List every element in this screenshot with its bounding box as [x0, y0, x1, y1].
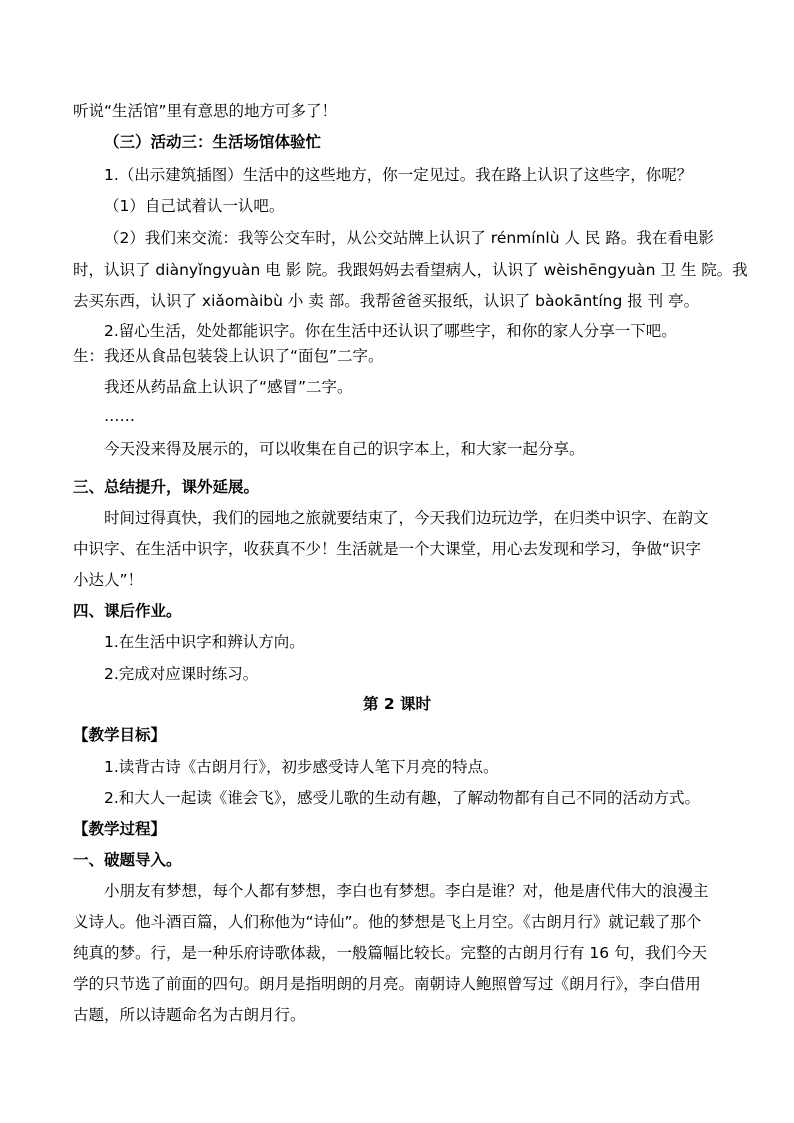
section-heading: （三）活动三：生活场馆体验忙: [104, 133, 322, 151]
paragraph-line: 中识字、在生活中识字，收获真不少！生活就是一个大课堂，用心去发现和学习，争做“识字: [73, 540, 702, 558]
paragraph-line: 2.完成对应课时练习。: [104, 665, 259, 683]
paragraph-line: 2.和大人一起读《谁会飞》，感受儿歌的生动有趣，了解动物都有自己不同的活动方式。: [104, 789, 701, 807]
section-heading: 【教学过程】: [73, 820, 167, 838]
paragraph-line: 时，认识了 diànyǐngyuàn 电 影 院。我跟妈妈去看望病人，认识了 wèishēngyuàn 卫 生 院。我: [73, 261, 748, 279]
paragraph-line: 学的只节选了前面的四句。朗月是指明朗的月亮。南朝诗人鲍照曾写过《朗月行》，李白借用: [73, 975, 701, 993]
paragraph-line: 小达人”！: [73, 571, 144, 589]
ellipsis-line: ……: [104, 407, 135, 425]
paragraph-line: 时间过得真快，我们的园地之旅就要结束了，今天我们边玩边学，在归类中识字、在韵文: [104, 509, 709, 527]
section-heading: 【教学目标】: [73, 726, 167, 744]
section-heading: 三、总结提升，课外延展。: [73, 478, 260, 496]
paragraph-line: 小朋友有梦想，每个人都有梦想，李白也有梦想。李白是谁？对，他是唐代伟大的浪漫主: [104, 882, 709, 900]
paragraph-line: 生：我还从食品包装袋上认识了“面包”二字。: [73, 347, 384, 365]
paragraph-line: 1.读背古诗《古朗月行》，初步感受诗人笔下月亮的特点。: [104, 758, 499, 776]
paragraph-line: （2）我们来交流：我等公交车时，从公交站牌上认识了 rénmínlù 人 民 路。我在看电影: [104, 229, 714, 247]
paragraph-line: 听说“生活馆”里有意思的地方可多了！: [73, 102, 338, 120]
section-heading: 四、课后作业。: [73, 602, 182, 620]
lesson-title: 第 2 课时: [362, 695, 432, 713]
paragraph-line: 去买东西，认识了 xiǎomàibù 小 卖 部。我帮爸爸买报纸，认识了 bàokāntíng 报 刊 亭。: [73, 292, 700, 310]
section-heading: 一、破题导入。: [73, 851, 182, 869]
paragraph-line: （1）自己试着认一认吧。: [104, 197, 285, 215]
paragraph-line: 2.留心生活，处处都能识字。你在生活中还认识了哪些字，和你的家人分享一下吧。: [104, 322, 677, 340]
paragraph-line: 1.（出示建筑插图）生活中的这些地方，你一定见过。我在路上认识了这些字，你呢？: [104, 166, 693, 184]
paragraph-line: 今天没来得及展示的，可以收集在自己的识字本上，和大家一起分享。: [104, 440, 585, 458]
paragraph-line: 义诗人。他斗酒百篇，人们称他为“诗仙”。他的梦想是飞上月空。《古朗月行》就记载了那个: [73, 913, 702, 931]
paragraph-line: 纯真的梦。行，是一种乐府诗歌体裁，一般篇幅比较长。完整的古朗月行有 16 句，我们今天: [73, 944, 708, 962]
paragraph-line: 古题，所以诗题命名为古朗月行。: [73, 1006, 306, 1024]
paragraph-line: 我还从药品盒上认识了“感冒”二字。: [104, 378, 353, 396]
paragraph-line: 1.在生活中识字和辨认方向。: [104, 633, 305, 651]
